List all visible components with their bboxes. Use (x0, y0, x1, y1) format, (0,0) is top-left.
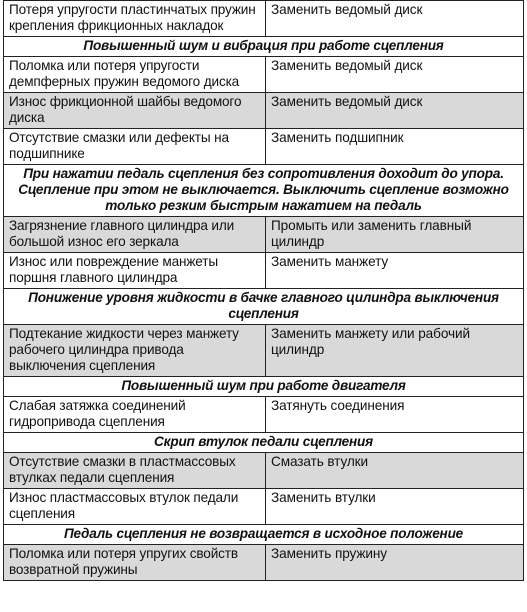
cause-cell: Отсутствие смазки или дефекты на подшипнике (4, 129, 266, 165)
table-row (4, 129, 524, 165)
table-row (4, 453, 524, 489)
section-header-row (4, 165, 524, 217)
table-row (4, 217, 524, 253)
section-header: При нажатии педаль сцепления без сопротивления доходит до упора. Сцепление при этом не выключается. Выключить сцепление возможно только резким быстрым нажатием на педаль (4, 165, 524, 217)
section-header: Скрип втулок педали сцепления (4, 433, 524, 453)
cause-cell: Потеря упругости пластинчатых пружин крепления фрикционных накладок (4, 1, 266, 37)
section-header-row (4, 37, 524, 57)
remedy-cell: Заменить ведомый диск (266, 1, 524, 37)
cause-cell: Загрязнение главного цилиндра или большой износ его зеркала (4, 217, 266, 253)
remedy-cell: Заменить манжету (266, 253, 524, 289)
section-header: Педаль сцепления не возвращается в исходное положение (4, 525, 524, 545)
cause-cell: Подтекание жидкости через манжету рабочего цилиндра привода выключения сцепления (4, 325, 266, 377)
cause-cell: Износ пластмассовых втулок педали сцепления (4, 489, 266, 525)
remedy-cell: Заменить манжету или рабочий цилиндр (266, 325, 524, 377)
section-header: Повышенный шум при работе двигателя (4, 377, 524, 397)
remedy-cell: Промыть или заменить главный цилиндр (266, 217, 524, 253)
table-row (4, 397, 524, 433)
remedy-cell: Заменить ведомый диск (266, 93, 524, 129)
table-body (4, 1, 524, 581)
table-row (4, 489, 524, 525)
remedy-cell: Затянуть соединения (266, 397, 524, 433)
cause-cell: Поломка или потеря упругости демпферных пружин ведомого диска (4, 57, 266, 93)
table-row (4, 253, 524, 289)
table-row (4, 93, 524, 129)
remedy-cell: Смазать втулки (266, 453, 524, 489)
section-header-row (4, 525, 524, 545)
table-row (4, 325, 524, 377)
section-header-row (4, 433, 524, 453)
troubleshooting-table (3, 0, 524, 581)
section-header-row (4, 289, 524, 325)
cause-cell: Износ или повреждение манжеты поршня главного цилиндра (4, 253, 266, 289)
remedy-cell: Заменить подшипник (266, 129, 524, 165)
table-row (4, 545, 524, 581)
section-header-row (4, 377, 524, 397)
remedy-cell: Заменить пружину (266, 545, 524, 581)
cause-cell: Поломка или потеря упругих свойств возвратной пружины (4, 545, 266, 581)
table-row (4, 57, 524, 93)
cause-cell: Слабая затяжка соединений гидропривода сцепления (4, 397, 266, 433)
cause-cell: Износ фрикционной шайбы ведомого диска (4, 93, 266, 129)
cause-cell: Отсутствие смазки в пластмассовых втулках педали сцепления (4, 453, 266, 489)
remedy-cell: Заменить втулки (266, 489, 524, 525)
remedy-cell: Заменить ведомый диск (266, 57, 524, 93)
table-row (4, 1, 524, 37)
section-header: Понижение уровня жидкости в бачке главного цилиндра выключения сцепления (4, 289, 524, 325)
section-header: Повышенный шум и вибрация при работе сцепления (4, 37, 524, 57)
